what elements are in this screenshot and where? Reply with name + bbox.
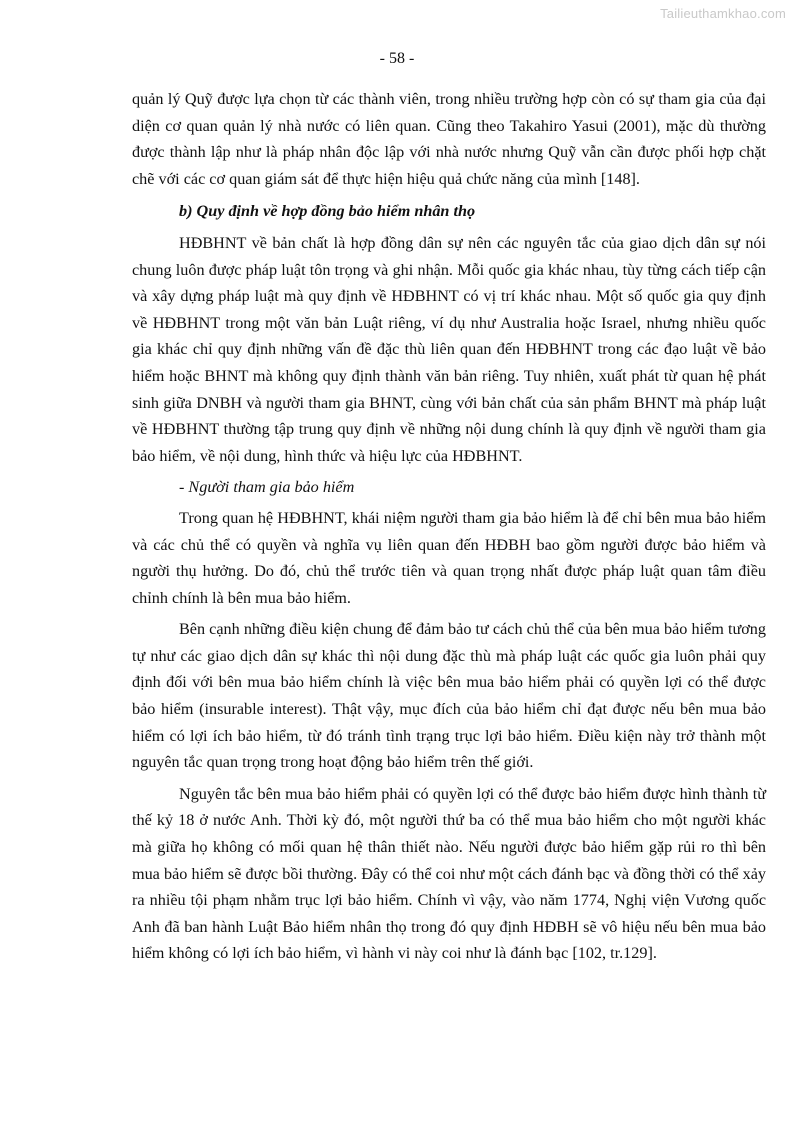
section-heading: b) Quy định về hợp đồng bảo hiểm nhân thọ [179, 202, 476, 221]
paragraph-continuation: quản lý Quỹ được lựa chọn từ các thành viên, trong nhiều trường hợp còn có sự tham gia của đại diện cơ quan quản lý nhà nước có liên quan. Cũng theo Takahiro Yasui (2001), mặc dù thường được thành lập như là pháp nhân độc lập với nhà nước nhưng Quỹ vẫn cần được phối hợp chặt chẽ với các cơ quan giám sát để thực hiện hiệu quả chức năng của mình [148]. [132, 90, 766, 188]
document-body [132, 86, 766, 972]
page-number: - 58 - [379, 50, 415, 67]
paragraph: Nguyên tắc bên mua bảo hiểm phải có quyền lợi có thể được bảo hiểm được hình thành từ thế kỷ 18 ở nước Anh. Thời kỳ đó, một người thứ ba có thể mua bảo hiểm cho một người khác mà giữa họ không có mối quan hệ thân thiết nào. Nếu người được bảo hiểm gặp rủi ro thì bên mua bảo hiểm sẽ được bồi thường. Đây có thể coi như một cách đánh bạc và đồng thời có thể xảy ra nhiều tội phạm nhằm trục lợi bảo hiểm. Chính vì vậy, vào năm 1774, Nghị viện Vương quốc Anh đã ban hành Luật Bảo hiểm nhân thọ trong đó quy định HĐBH sẽ vô hiệu nếu bên mua bảo hiểm không có lợi ích bảo hiểm, vì hành vi này coi như là đánh bạc [102, tr.129]. [132, 784, 766, 963]
paragraph: HĐBHNT về bản chất là hợp đồng dân sự nên các nguyên tắc của giao dịch dân sự nói chung luôn được pháp luật tôn trọng và ghi nhận. Mỗi quốc gia khác nhau, tùy từng cách tiếp cận và xây dựng pháp luật mà quy định về HĐBHNT có vị trí khác nhau. Một số quốc gia quy định về HĐBHNT trong một văn bản Luật riêng, ví dụ như Australia hoặc Israel, nhưng nhiều quốc gia khác chỉ quy định những vấn đề đặc thù liên quan đến HĐBHNT trong các đạo luật về bảo hiểm hoặc BHNT mà không quy định thành văn bản riêng. Tuy nhiên, xuất phát từ quan hệ phát sinh giữa DNBH và người tham gia BHNT, cùng với bản chất của sản phẩm BHNT mà pháp luật về HĐBHNT thường tập trung quy định về những nội dung chính là quy định về người tham gia bảo hiểm, về nội dung, hình thức và hiệu lực của HĐBHNT. [132, 233, 766, 465]
subsection-heading: - Người tham gia bảo hiểm [179, 478, 355, 497]
watermark: Tailieuthamkhao.com [660, 6, 786, 21]
paragraph: Bên cạnh những điều kiện chung để đảm bảo tư cách chủ thể của bên mua bảo hiểm tương tự như các giao dịch dân sự khác thì nội dung đặc thù mà pháp luật các quốc gia luôn phải quy định đối với bên mua bảo hiểm chính là việc bên mua bảo hiểm phải có quyền lợi có thể được bảo hiểm (insurable interest). Thật vậy, mục đích của bảo hiểm chỉ đạt được nếu bên mua bảo hiểm có lợi ích bảo hiểm, từ đó tránh tình trạng trục lợi bảo hiểm. Điều kiện này trở thành một nguyên tắc quan trọng trong hoạt động bảo hiểm trên thế giới. [132, 620, 766, 772]
paragraph: Trong quan hệ HĐBHNT, khái niệm người tham gia bảo hiểm là để chỉ bên mua bảo hiểm và các chủ thể có quyền và nghĩa vụ liên quan đến HĐBH bao gồm người được bảo hiểm và người thụ hưởng. Do đó, chủ thể trước tiên và quan trọng nhất được pháp luật quan tâm điều chỉnh chính là bên mua bảo hiểm. [132, 508, 766, 607]
